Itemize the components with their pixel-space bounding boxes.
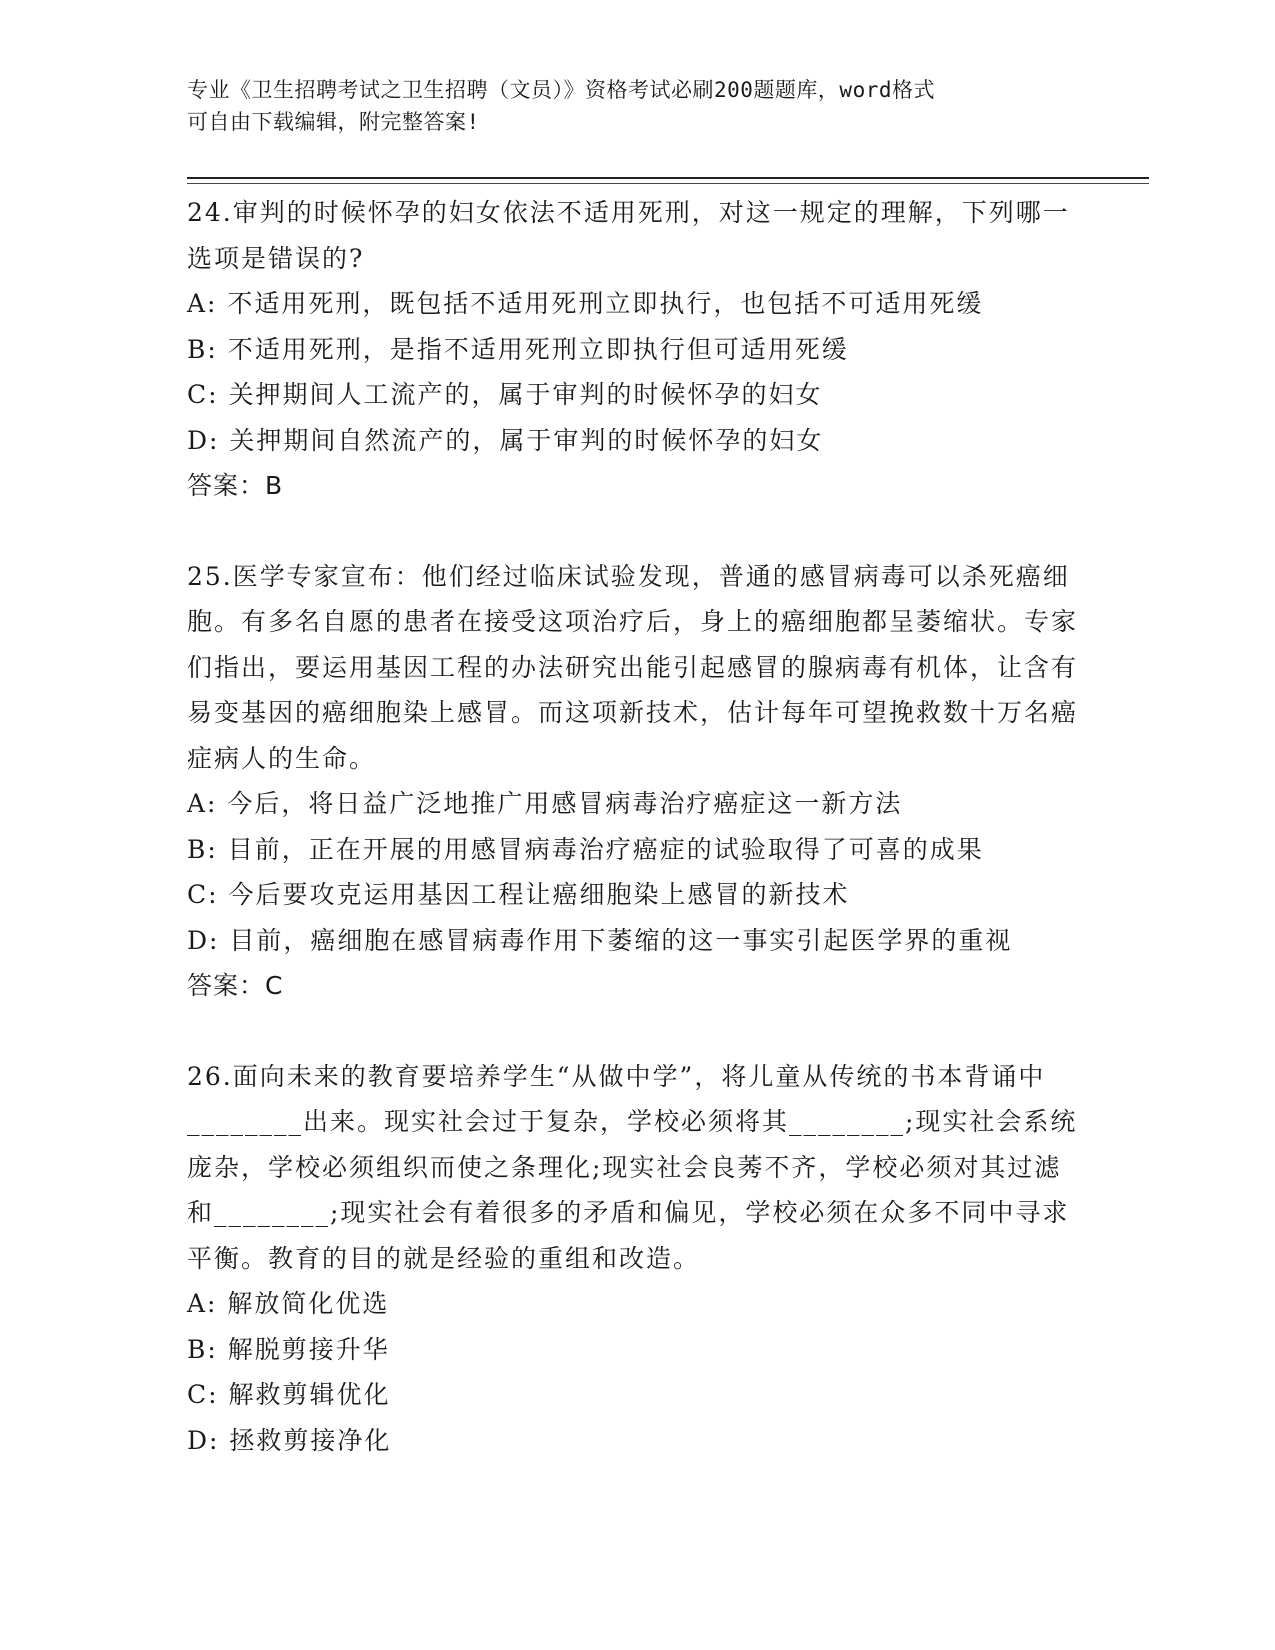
header-title-line-1: 专业《卫生招聘考试之卫生招聘（文员）》资格考试必刷200题题库，word格式 [187, 78, 935, 102]
document-header [187, 74, 1087, 138]
option-d: D: 关押期间自然流产的，属于审判的时候怀孕的妇女 [187, 425, 824, 455]
header-divider-thin [187, 183, 1149, 184]
option-b: B: 解脱剪接升华 [187, 1334, 390, 1364]
option-b: B: 不适用死刑，是指不适用死刑立即执行但可适用死缓 [187, 334, 849, 364]
question-25 [187, 554, 1087, 1009]
question-stem: 25.医学专家宣布：他们经过临床试验发现，普通的感冒病毒可以杀死癌细胞。有多名自愿的患者在接受这项治疗后，身上的癌细胞都呈萎缩状。专家们指出，要运用基因工程的办法研究出能引起感冒的腺病毒有机体，让含有易变基因的癌细胞染上感冒。而这项新技术，估计每年可望挽救数十万名癌症病人的生命。 [187, 561, 1079, 773]
header-title-line-2: 可自由下载编辑，附完整答案! [187, 110, 480, 134]
option-d: D: 目前，癌细胞在感冒病毒作用下萎缩的这一事实引起医学界的重视 [187, 925, 1013, 955]
option-a: A: 不适用死刑，既包括不适用死刑立即执行，也包括不可适用死缓 [187, 289, 984, 318]
question-list [187, 190, 1087, 1463]
option-a: A: 今后，将日益广泛地推广用感冒病毒治疗癌症这一新方法 [187, 789, 903, 818]
option-c: C: 今后要攻克运用基因工程让癌细胞染上感冒的新技术 [187, 880, 850, 909]
question-stem: 26.面向未来的教育要培养学生“从做中学”，将儿童从传统的书本背诵中________出来。现实社会过于复杂，学校必须将其________;现实社会系统庞杂，学校必须组织而使之条理化;现实社会良莠不齐，学校必须对其过滤和________;现实社会有着很多的矛盾和偏见，学校必须在众多不同中寻求平衡。教育的目的就是经验的重组和改造。 [187, 1061, 1078, 1273]
option-b: B: 目前，正在开展的用感冒病毒治疗癌症的试验取得了可喜的成果 [187, 834, 984, 864]
question-spacer [187, 1009, 1087, 1054]
header-divider-thick [187, 177, 1149, 179]
option-c: C: 解救剪辑优化 [187, 1380, 391, 1409]
option-a: A: 解放简化优选 [187, 1289, 390, 1318]
question-spacer [187, 509, 1087, 554]
question-24 [187, 190, 1087, 509]
option-c: C: 关押期间人工流产的，属于审判的时候怀孕的妇女 [187, 380, 823, 409]
question-stem: 24.审判的时候怀孕的妇女依法不适用死刑，对这一规定的理解，下列哪一选项是错误的? [187, 198, 1070, 273]
question-26 [187, 1054, 1087, 1464]
option-d: D: 拯救剪接净化 [187, 1425, 392, 1455]
answer-line: 答案：B [187, 471, 284, 500]
answer-line: 答案：C [187, 971, 284, 1000]
